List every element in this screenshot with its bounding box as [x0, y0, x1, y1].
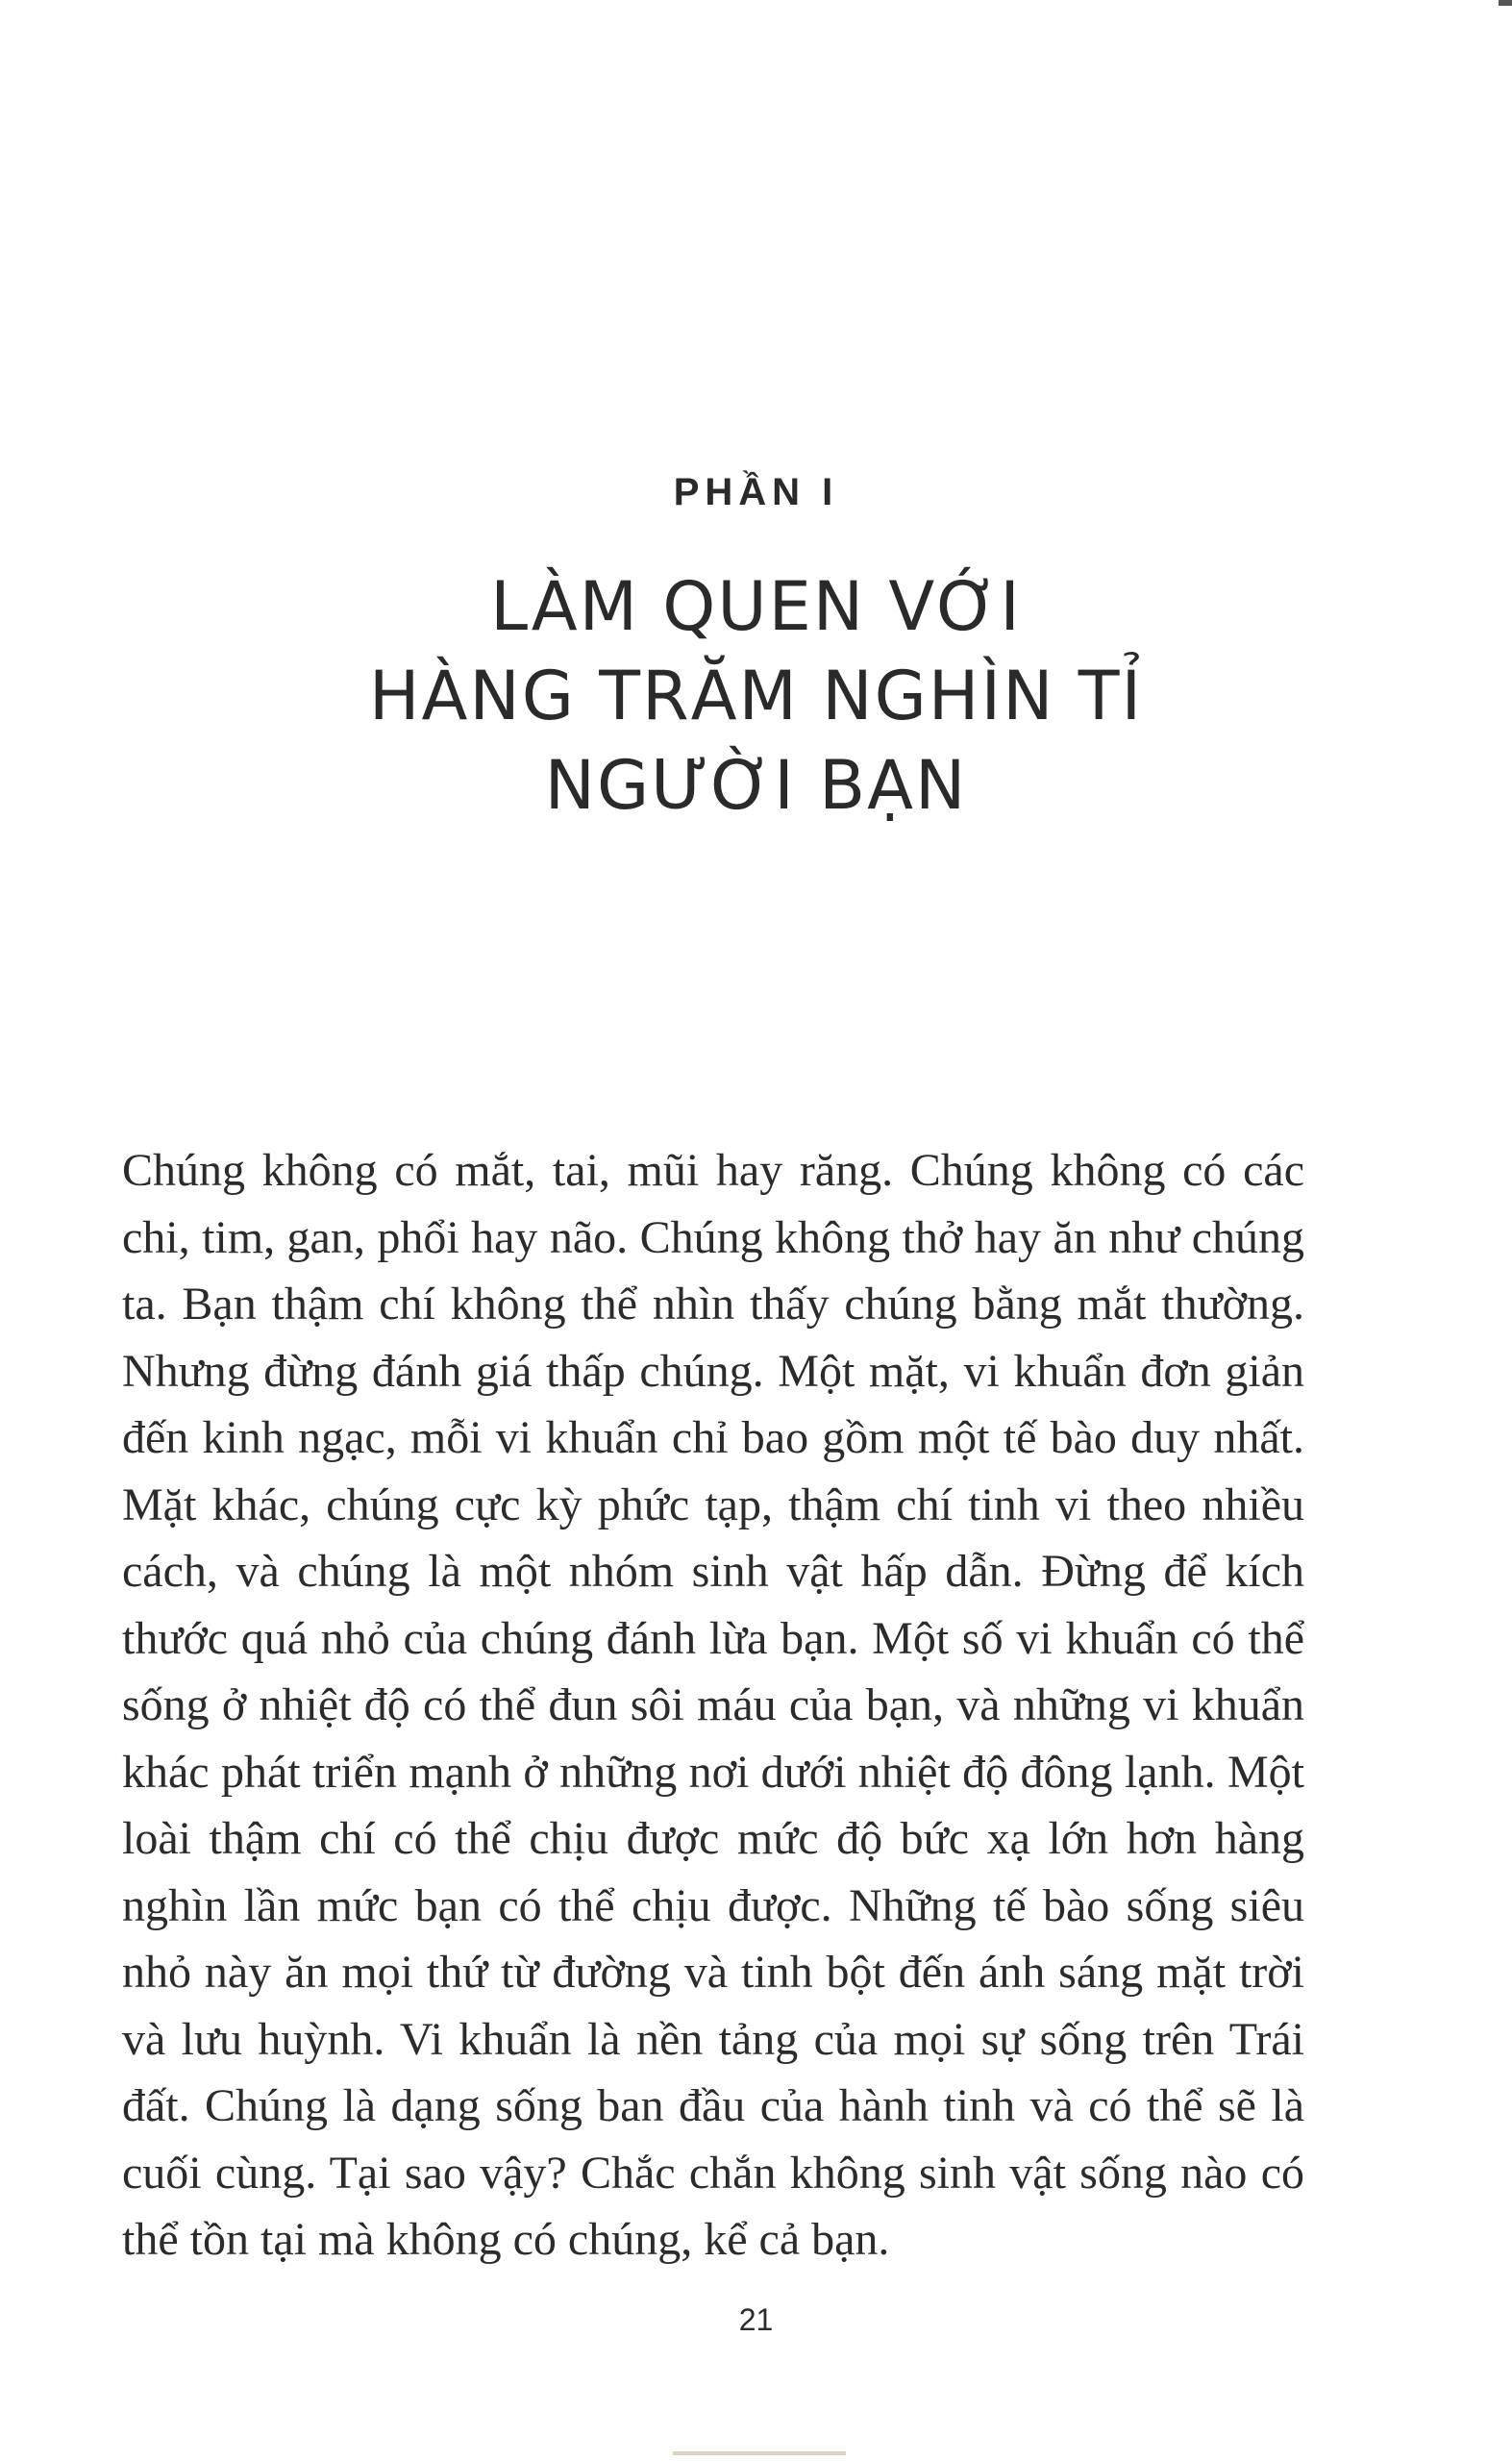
chapter-title-line-2: HÀNG TRĂM NGHÌN TỈ [368, 657, 1144, 735]
body-paragraph: Chúng không có mắt, tai, mũi hay răng. Chúng không có các chi, tim, gan, phổi hay não. Chúng không thở hay ăn như chúng ta. Bạn thậm chí không thể nhìn thấy chúng bằng mắt thường. Nhưng đừng đánh giá thấp chúng. Một mặt, vi khuẩn đơn giản đến kinh ngạc, mỗi vi khuẩn chỉ bao gồm một tế bào duy nhất. Mặt khác, chúng cực kỳ phức tạp, thậm chí tinh vi theo nhiều cách, và chúng là một nhóm sinh vật hấp dẫn. Đừng để kích thước quá nhỏ của chúng đánh lừa bạn. Một số vi khuẩn có thể sống ở nhiệt độ có thể đun sôi máu của bạn, và những vi khuẩn khác phát triển mạnh ở những nơi dưới nhiệt độ đông lạnh. Một loài thậm chí có thể chịu được mức độ bức xạ lớn hơn hàng nghìn lần mức bạn có thể chịu được. Những tế bào sống siêu nhỏ này ăn mọi thứ từ đường và tinh bột đến ánh sáng mặt trời và lưu huỳnh. Vi khuẩn là nền tảng của mọi sự sống trên Trái đất. Chúng là dạng sống ban đầu của hành tinh và có thể sẽ là cuối cùng. Tại sao vậy? Chắc chắn không sinh vật sống nào có thể tồn tại mà không có chúng, kể cả bạn. [122, 1145, 1304, 2265]
chapter-title-line-3: NGƯỜI BẠN [544, 746, 968, 825]
chapter-title [0, 562, 1512, 831]
page-edge-mark [1499, 0, 1512, 6]
part-label: PHẦN I [673, 471, 839, 513]
chapter-title-line-1: LÀM QUEN VỚI [490, 567, 1022, 646]
page-bottom-mark [673, 2451, 846, 2455]
page-number: 21 [738, 2302, 774, 2337]
